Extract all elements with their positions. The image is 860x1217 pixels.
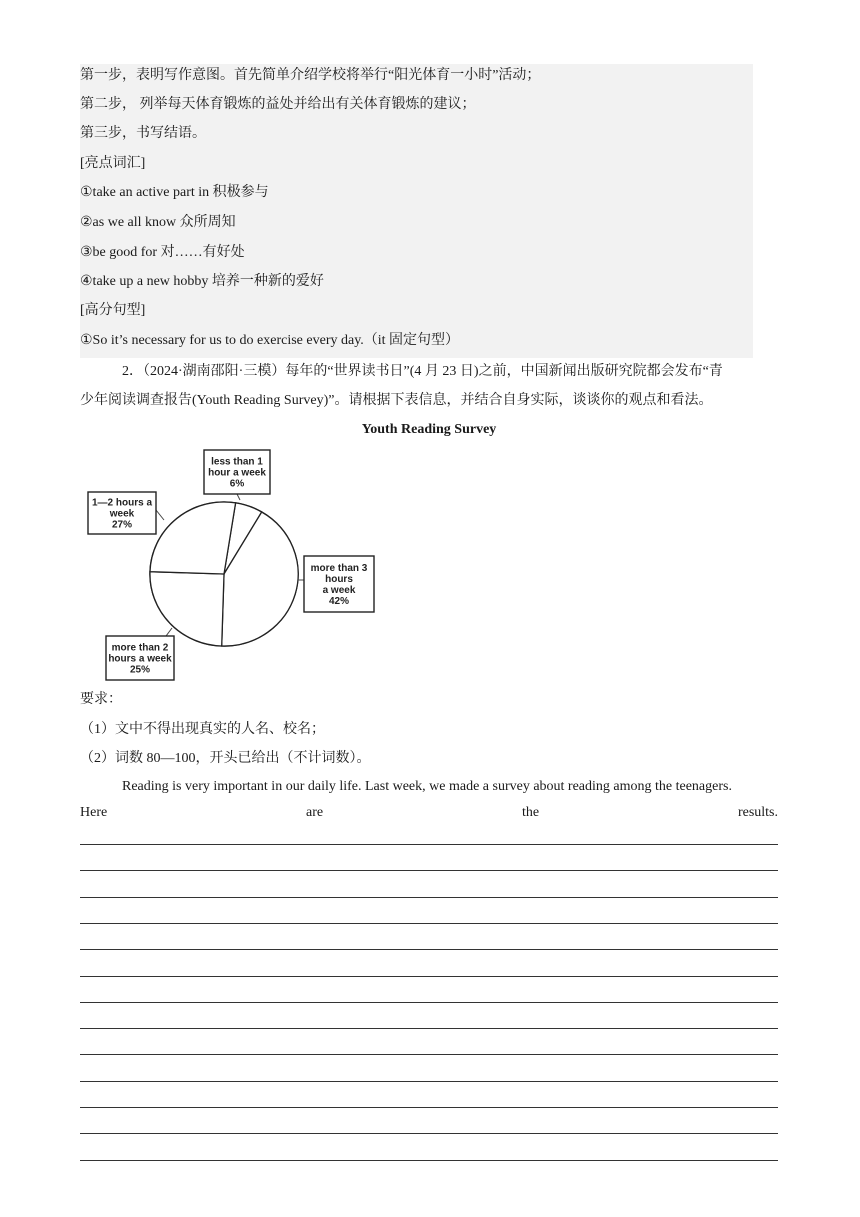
label-leader: [166, 628, 172, 636]
essay-word: Here: [80, 805, 108, 820]
essay-word: are: [306, 805, 324, 820]
requirements-heading: 要求：: [80, 692, 122, 707]
question-line-1: 2．（2024·湖南邵阳·三模）每年的“世界读书日”(4 月 23 日)之前，中国新闻出版研究院都会发布“青: [122, 364, 723, 379]
slice-label: hours a week: [108, 653, 172, 665]
answer-line[interactable]: [80, 949, 778, 950]
hint-line: 第二步， 列举每天体育锻炼的益处并给出有关体育锻炼的建议；: [80, 97, 476, 112]
answer-line[interactable]: [80, 844, 778, 845]
pie-chart: [80, 440, 400, 690]
label-leader: [156, 510, 164, 520]
essay-word: the: [521, 805, 540, 820]
slice-label: more than 2: [111, 642, 169, 654]
slice-label: a week: [322, 585, 356, 596]
answer-line[interactable]: [80, 1002, 778, 1003]
hint-line: 第一步，表明写作意图。首先简单介绍学校将举行“阳光体育一小时”活动；: [80, 68, 541, 83]
answer-line[interactable]: [80, 1081, 778, 1082]
slice-label: hour a week: [208, 467, 266, 479]
essay-opening-continued: [80, 803, 778, 823]
answer-line[interactable]: [80, 1028, 778, 1029]
hint-line: ①take an active part in 积极参与: [80, 185, 269, 200]
essay-word: results.: [737, 805, 778, 820]
slice-label: week: [109, 508, 135, 520]
pie-slice: [150, 572, 224, 646]
label-leader: [237, 494, 240, 500]
slice-label: 1—2 hours a: [91, 497, 153, 509]
essay-opening: Reading is very important in our daily life. Last week, we made a survey about reading among the teenagers.: [122, 779, 732, 794]
slice-label: more than 3: [310, 563, 368, 574]
answer-line[interactable]: [80, 897, 778, 898]
answer-line[interactable]: [80, 870, 778, 871]
answer-line[interactable]: [80, 1107, 778, 1108]
slice-label: 6%: [229, 478, 245, 490]
answer-line[interactable]: [80, 976, 778, 977]
hint-line: ①So it’s necessary for us to do exercise every day.（it 固定句型）: [80, 333, 460, 348]
pie-slice: [150, 502, 236, 574]
chart-title: Youth Reading Survey: [361, 422, 497, 437]
slice-label: 25%: [129, 664, 151, 676]
question-line-2: 少年阅读调查报告(Youth Reading Survey)”。请根据下表信息，并结合自身实际，谈谈你的观点和看法。: [80, 393, 713, 408]
answer-line[interactable]: [80, 1160, 778, 1161]
answer-line[interactable]: [80, 923, 778, 924]
answer-line[interactable]: [80, 1133, 778, 1134]
slice-label: hours: [325, 574, 353, 585]
hint-line: [高分句型]: [80, 303, 146, 318]
hint-line: 第三步，书写结语。: [80, 126, 206, 141]
answer-line[interactable]: [80, 1054, 778, 1055]
hint-line: ③be good for 对……有好处: [80, 245, 245, 260]
hint-line: [亮点词汇]: [80, 156, 146, 171]
hint-line: ②as we all know 众所周知: [80, 215, 236, 230]
requirement-item: （1）文中不得出现真实的人名、校名；: [80, 722, 325, 737]
hint-line: ④take up a new hobby 培养一种新的爱好: [80, 274, 324, 289]
requirement-item: （2）词数 80—100，开头已给出（不计词数）。: [80, 751, 371, 766]
slice-label: less than 1: [211, 456, 263, 468]
slice-label: 27%: [111, 519, 133, 531]
slice-label: 42%: [328, 596, 350, 607]
